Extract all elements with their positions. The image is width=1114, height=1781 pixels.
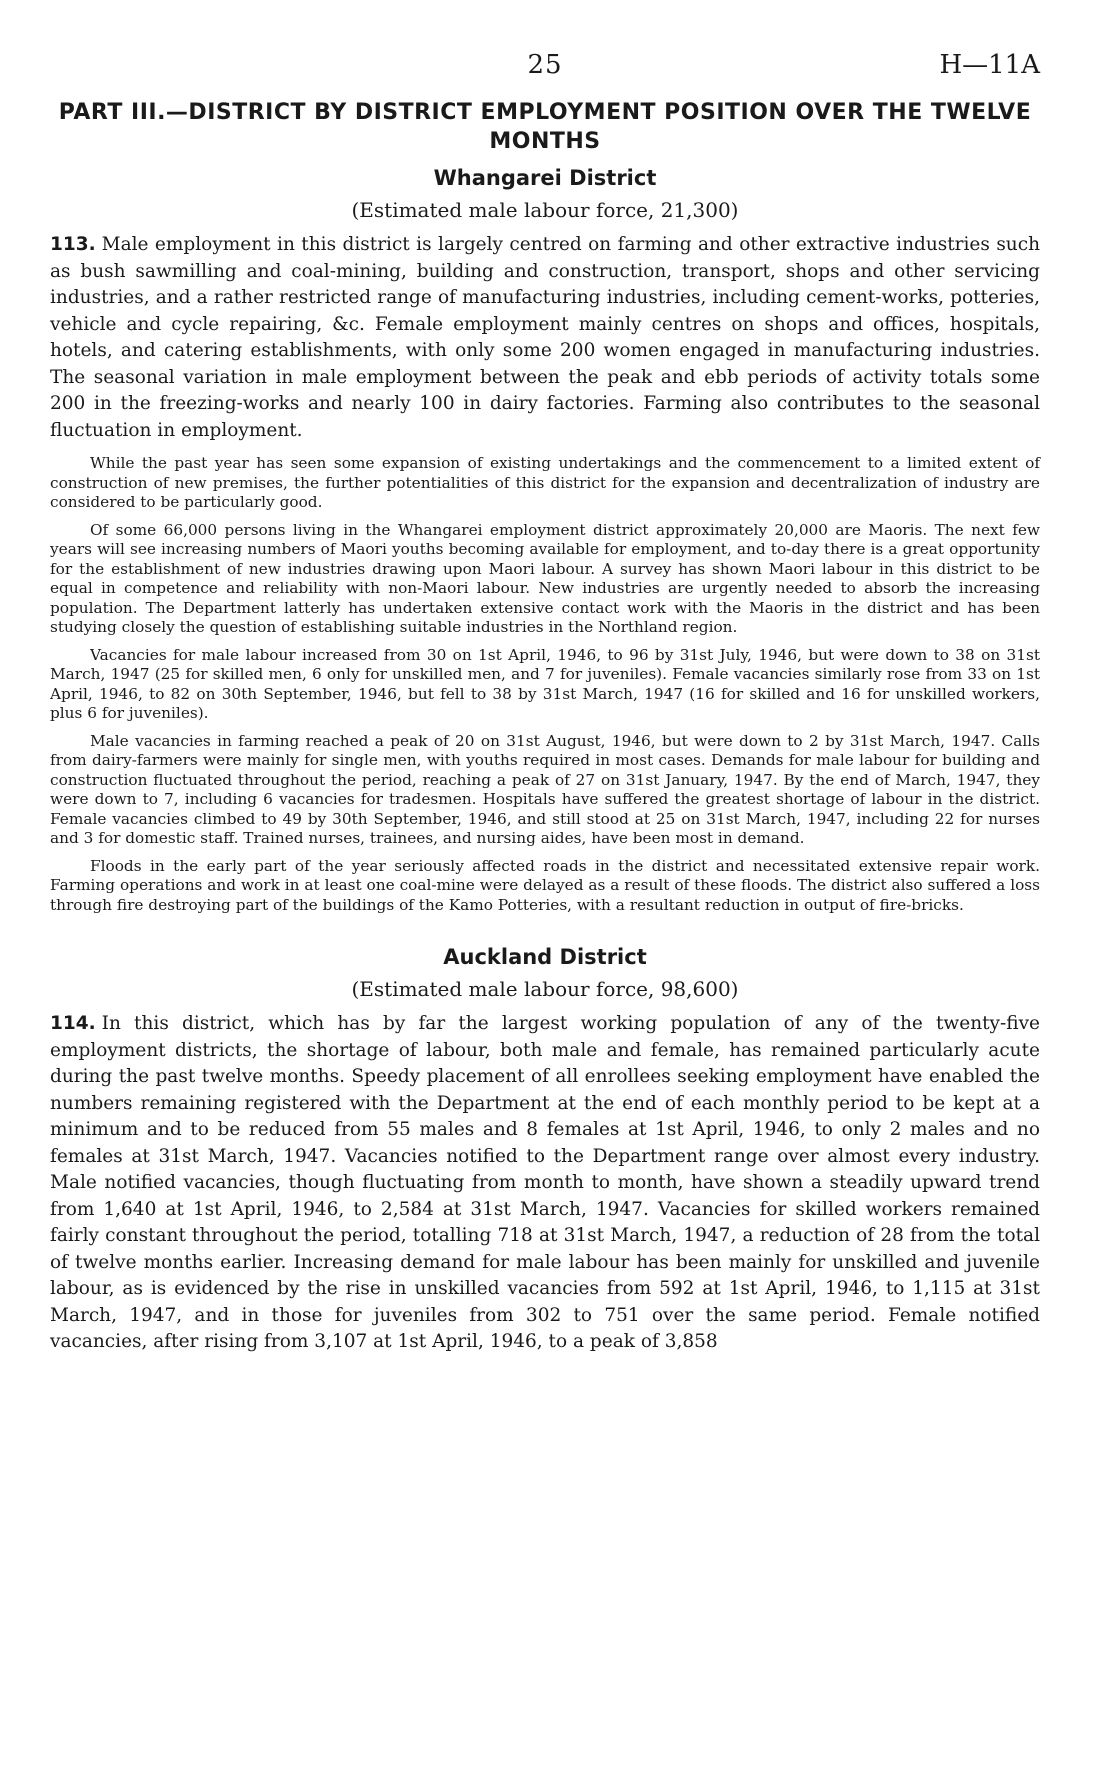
paragraph-text: Male employment in this district is largely centred on farming and other extractive industries such as bush sawmilling and coal-mining, building and construction, transport, shops and other servicing industries, and a rather restricted range of manufacturing industries, including cement-works, potteries, vehicle and cycle repairing, &c. Female employment mainly centres on shops and offices, hospitals, hotels, and catering establishments, with only some 200 women engaged in manufacturing industries. The seasonal variation in male employment between the peak and ebb periods of activity totals some 200 in the freezing-works and nearly 100 in dairy factories. Farming also contributes to the seasonal fluctuation in employment. — [50, 234, 1040, 441]
paragraph-farming-vacancies: Male vacancies in farming reached a peak of 20 on 31st August, 1946, but were down to 2 by 31st March, 1947. Calls from dairy-farmers were mainly for single men, with youths required in most cases. Demands for male labour for building and construction fluctuated throughout the period, reaching a peak of 27 on 31st January, 1947. By the end of March, 1947, they were down to 7, including 6 vacancies for tradesmen. Hospitals have suffered the greatest shortage of labour in the district. Female vacancies climbed to 49 by 30th September, 1946, and still stood at 25 on 31st March, 1947, including 22 for nurses and 3 for domestic staff. Trained nurses, trainees, and nursing aides, have been most in demand. — [50, 731, 1040, 847]
auckland-labour-force: (Estimated male labour force, 98,600) — [351, 977, 739, 1001]
paragraph-maori-labour: Of some 66,000 persons living in the Whangarei employment district approximately 20,000 are Maoris. The next few years will see increasing numbers of Maori youths becoming available for employment, and to-day there is a great opportunity for the establishment of new industries drawing upon Maori labour. A survey has shown Maori labour in this district to be equal in competence and reliability with non-Maori labour. New industries are urgently needed to absorb the increasing population. The Department latterly has undertaken extensive contact work with the Maoris in the district and has been studying closely the question of establishing suitable industries in the Northland region. — [50, 520, 1040, 636]
whangarei-labour-force: (Estimated male labour force, 21,300) — [351, 198, 739, 222]
auckland-district-title: Auckland District — [443, 945, 647, 969]
paragraph-floods: Floods in the early part of the year seriously affected roads in the district and necessitated extensive repair work. Farming operations and work in at least one coal-mine were delayed as a result of these floods. The district also suffered a loss through fire destroying part of the buildings of the Kamo Potteries, with a resultant reduction in output of fire-bricks. — [50, 856, 1040, 914]
whangarei-district-title: Whangarei District — [433, 166, 657, 190]
document-page — [50, 38, 1040, 1356]
paragraph-expansion: While the past year has seen some expansion of existing undertakings and the commencement to a limited extent of construction of new premises, the further potentialities of this district for the expansion and decentralization of industry are considered to be particularly good. — [50, 454, 1040, 511]
paragraph-114 — [50, 1011, 1040, 1356]
paragraph-vacancies: Vacancies for male labour increased from 30 on 1st April, 1946, to 96 by 31st July, 1946, but were down to 38 on 31st March, 1947 (25 for skilled men, 6 only for unskilled men, and 7 for juveniles). Female vacancies similarly rose from 33 on 1st April, 1946, to 82 on 30th September, 1946, but fell to 38 by 31st March, 1947 (16 for skilled and 16 for unskilled workers, plus 6 for juveniles). — [50, 645, 1040, 722]
paragraph-text: In this district, which has by far the largest working population of any of the twenty-five employment districts, the shortage of labour, both male and female, has remained particularly acute during the past twelve months. Speedy placement of all enrollees seeking employment have enabled the numbers remaining registered with the Department at the end of each monthly period to be kept at a minimum and to be reduced from 55 males and 8 females at 1st April, 1946, to only 2 males and no females at 31st March, 1947. Vacancies notified to the Department range over almost every industry. Male notified vacancies, though fluctuating from month to month, have shown a steadily upward trend from 1,640 at 1st April, 1946, to 2,584 at 31st March, 1947. Vacancies for skilled workers remained fairly constant throughout the period, totalling 718 at 31st March, 1947, a reduction of 28 from the total of twelve months earlier. Increasing demand for male labour has been mainly for unskilled and juvenile labour, as is evidenced by the rise in unskilled vacancies from 592 at 1st April, 1946, to 1,115 at 31st March, 1947, and in those for juveniles from 302 to 751 over the same period. Female notified vacancies, after rising from 3,107 at 1st April, 1946, to a peak of 3,858 — [50, 1013, 1040, 1352]
report-code: H—11A — [939, 50, 1040, 80]
whangarei-section — [50, 164, 1040, 915]
page-header — [50, 38, 1040, 98]
paragraph-113 — [50, 232, 1040, 444]
paragraph-number: 113. — [50, 234, 96, 255]
page-number: 25 — [527, 50, 563, 80]
section-divider — [50, 915, 1040, 937]
paragraph-number: 114. — [50, 1013, 96, 1034]
part-title: PART III.—DISTRICT BY DISTRICT EMPLOYMENT POSITION OVER THE TWELVE MONTHS — [58, 100, 1032, 154]
auckland-section — [50, 943, 1040, 1356]
